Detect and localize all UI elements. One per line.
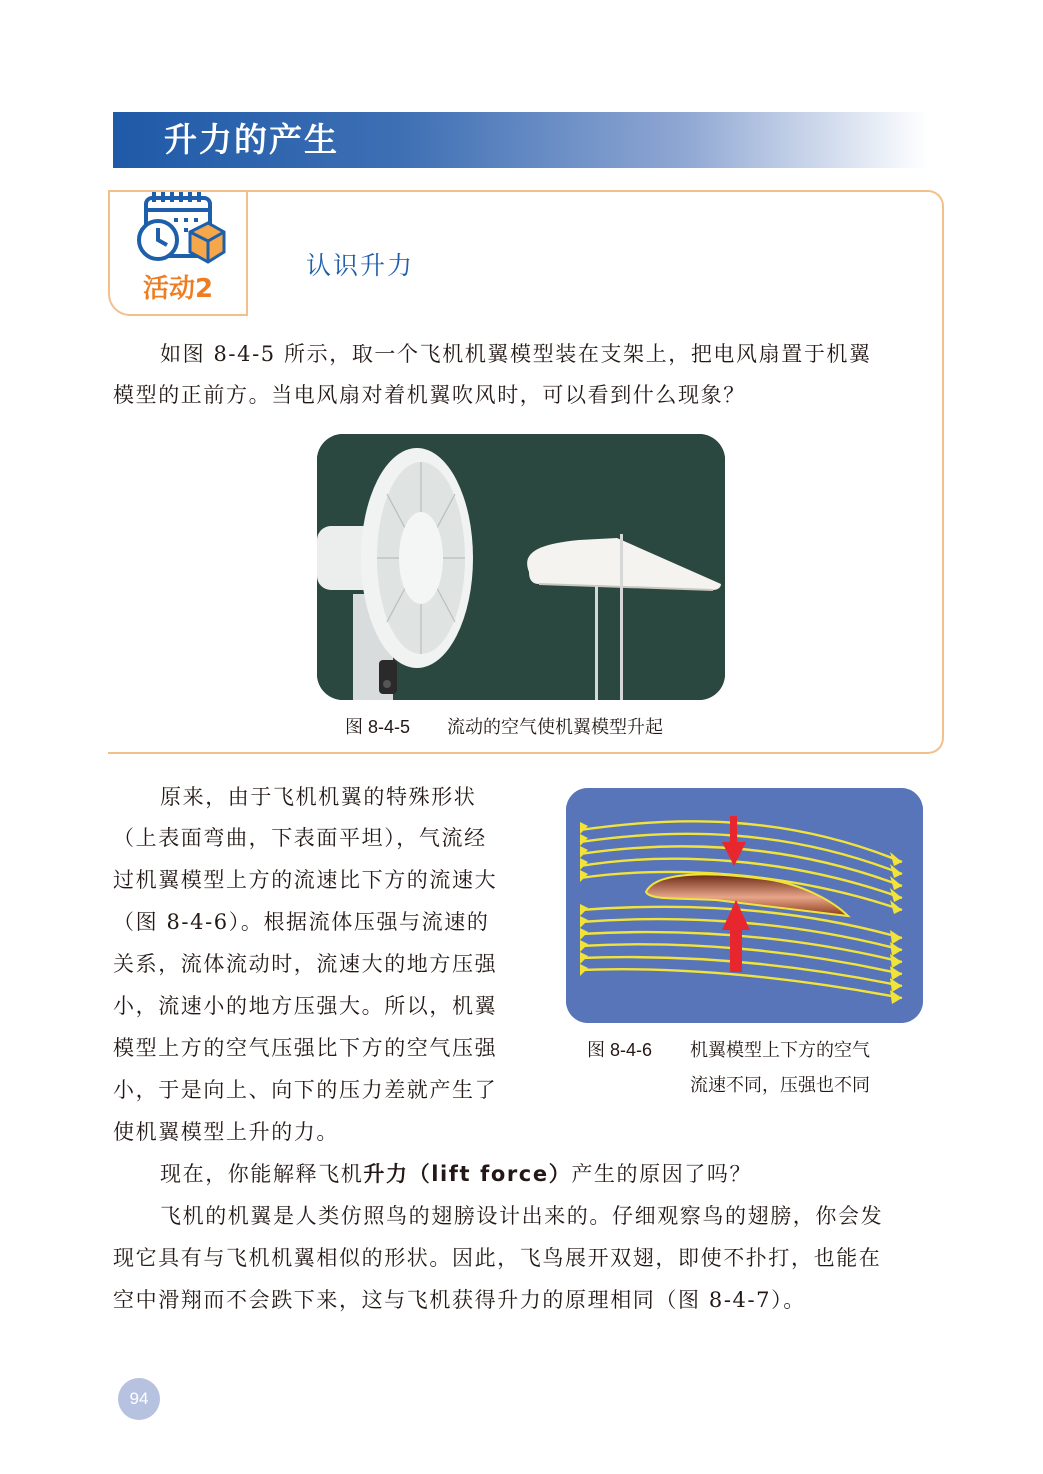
activity-title: 认识升力 xyxy=(306,251,415,280)
bird-paragraph-line-1: 飞机的机翼是人类仿照鸟的翅膀设计出来的。仔细观察鸟的翅膀，你会发 xyxy=(160,1204,884,1228)
key-term-lift-force: 升力（lift force） xyxy=(363,1162,572,1186)
explanation-line-4: （图 8-4-6）。根据流体压强与流速的 xyxy=(113,910,490,934)
explanation-line-7: 模型上方的空气压强比下方的空气压强 xyxy=(113,1036,498,1060)
question-prefix: 现在，你能解释飞机 xyxy=(160,1162,364,1186)
page-number: 94 xyxy=(118,1378,160,1420)
badge-divider xyxy=(246,190,248,316)
explanation-line-3: 过机翼模型上方的流速比下方的流速大 xyxy=(113,868,498,892)
clock-icon xyxy=(139,221,177,259)
explanation-line-9: 使机翼模型上升的力。 xyxy=(113,1120,339,1144)
fan-wing-photo xyxy=(317,434,725,700)
activity-badge xyxy=(108,190,248,316)
figure-8-4-6-number: 图 8-4-6 xyxy=(587,1040,653,1060)
explanation-line-1: 原来，由于飞机机翼的特殊形状 xyxy=(160,785,477,809)
airflow-diagram xyxy=(566,788,923,1023)
explanation-line-2: （上表面弯曲，下表面平坦），气流经 xyxy=(113,826,487,850)
calendar-icon xyxy=(134,192,226,274)
explanation-line-6: 小，流速小的地方压强大。所以，机翼 xyxy=(113,994,498,1018)
activity-badge-label: 活动2 xyxy=(142,274,214,304)
figure-8-4-5-caption: 流动的空气使机翼模型升起 xyxy=(447,717,663,737)
explanation-line-5: 关系，流体流动时，流速大的地方压强 xyxy=(113,952,498,976)
figure-8-4-6-caption-line-2: 流速不同，压强也不同 xyxy=(690,1075,870,1095)
question-suffix: 产生的原因了吗？ xyxy=(571,1162,753,1186)
section-title: 升力的产生 xyxy=(164,120,339,159)
figure-8-4-5-number: 图 8-4-5 xyxy=(345,717,411,737)
bird-paragraph-line-2: 现它具有与飞机机翼相似的形状。因此，飞鸟展开双翅，即使不扑打，也能在 xyxy=(113,1246,882,1270)
box-icon xyxy=(190,223,224,262)
bird-paragraph-line-3: 空中滑翔而不会跌下来，这与飞机获得升力的原理相同（图 8-4-7）。 xyxy=(113,1288,806,1312)
activity-paragraph-line-2: 模型的正前方。当电风扇对着机翼吹风时，可以看到什么现象？ xyxy=(113,383,746,407)
question-paragraph xyxy=(160,1154,752,1194)
figure-8-4-6-caption-line-1: 机翼模型上下方的空气 xyxy=(690,1040,870,1060)
explanation-line-8: 小，于是向上、向下的压力差就产生了 xyxy=(113,1078,498,1102)
activity-paragraph-line-1: 如图 8-4-5 所示，取一个飞机机翼模型装在支架上，把电风扇置于机翼 xyxy=(160,342,872,366)
